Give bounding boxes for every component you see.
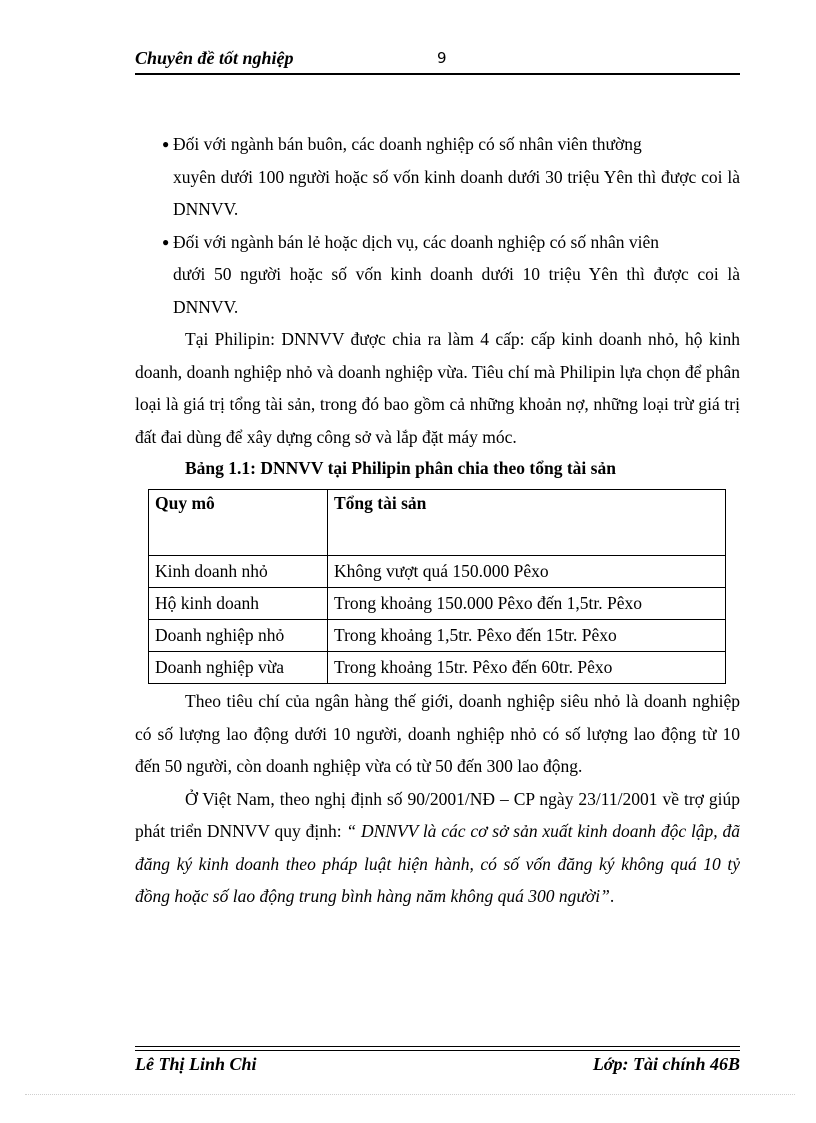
- page-edge-divider: [25, 1094, 795, 1095]
- table-cell: Doanh nghiệp nhỏ: [149, 620, 328, 652]
- footer-author: Lê Thị Linh Chi: [135, 1054, 257, 1074]
- bullet-continuation: xuyên dưới 100 người hoặc số vốn kinh doanh dưới 30 triệu Yên thì được coi là DNNVV.: [173, 166, 740, 219]
- table-cell: Trong khoảng 15tr. Pêxo đến 60tr. Pêxo: [328, 652, 726, 684]
- bullet-line: Đối với ngành bán buôn, các doanh nghiệp có số nhân viên thường: [173, 134, 642, 154]
- bullet-continuation: dưới 50 người hoặc số vốn kinh doanh dưới 10 triệu Yên thì được coi là DNNVV.: [173, 264, 740, 317]
- footer-rule-top: [135, 1046, 740, 1047]
- table-row: [149, 556, 726, 588]
- table-header-cell: Quy mô: [149, 490, 328, 556]
- footer-class: Lớp: Tài chính 46B: [592, 1054, 740, 1074]
- philipin-paragraph: Tại Philipin: DNNVV được chia ra làm 4 cấp: cấp kinh doanh nhỏ, hộ kinh doanh, doanh nghiệp nhỏ và doanh nghiệp vừa. Tiêu chí mà Philipin lựa chọn để phân loại là giá trị tổng tài sản, trong đó bao gồm cả những khoản nợ, những loại trừ giá trị đất đai dùng để xây dựng công sở và lắp đặt máy móc.: [135, 329, 740, 447]
- table-cell: Kinh doanh nhỏ: [149, 556, 328, 588]
- table-caption: Bảng 1.1: DNNVV tại Philipin phân chia theo tổng tài sản: [185, 458, 616, 478]
- table-cell: Hộ kinh doanh: [149, 588, 328, 620]
- header-title: Chuyên đề tốt nghiệp: [135, 48, 294, 68]
- vietnam-intro: Ở Việt Nam, theo nghị định số 90/2001/NĐ – CP ngày 23/11/2001 về trợ giúp phát triển DNNVV quy định:: [135, 788, 740, 841]
- bullet-line: Đối với ngành bán lẻ hoặc dịch vụ, các doanh nghiệp có số nhân viên: [173, 231, 659, 252]
- table-row: [149, 620, 726, 652]
- page-number: 9: [437, 49, 447, 67]
- vietnam-quote: “ DNNVV là các cơ sở sản xuất kinh doanh độc lập, đã đăng ký kinh doanh theo pháp luật hiện hành, có số vốn đăng ký không quá 10 tỷ đồng hoặc số lao động trung bình hàng năm không quá 300 người”: [135, 821, 741, 906]
- table-cell: Trong khoảng 1,5tr. Pêxo đến 15tr. Pêxo: [328, 620, 726, 652]
- table-header-row: [149, 490, 726, 556]
- bullet-text: [135, 226, 740, 324]
- table-cell: Trong khoảng 150.000 Pêxo đến 1,5tr. Pêxo: [328, 588, 726, 620]
- table-header-cell: Tổng tài sản: [328, 490, 726, 556]
- footer-rule-bottom: [135, 1050, 740, 1051]
- size-table: [148, 489, 726, 684]
- bullet-text: [135, 128, 740, 226]
- bullet-item-wholesale: ● Đối với ngành bán buôn, các doanh nghiệp có số nhân viên thường xuyên dưới 100 người hoặc số vốn kinh doanh dưới 30 triệu Yên thì được coi là DNNVV.: [135, 128, 740, 226]
- header-rule: [135, 73, 740, 75]
- main-content: [135, 128, 740, 483]
- lower-content: [135, 685, 740, 913]
- table-row: [149, 652, 726, 684]
- table-row: [149, 588, 726, 620]
- vietnam-paragraph: [135, 783, 740, 913]
- table-cell: Không vượt quá 150.000 Pêxo: [328, 556, 726, 588]
- world-bank-paragraph: Theo tiêu chí của ngân hàng thế giới, doanh nghiệp siêu nhỏ là doanh nghiệp có số lượng lao động dưới 10 người, doanh nghiệp nhỏ có số lượng lao động từ 10 đến 50 người, còn doanh nghiệp vừa có từ 50 đến 300 lao động.: [135, 691, 740, 776]
- vietnam-end: .: [609, 886, 615, 906]
- bullet-item-retail: ● Đối với ngành bán lẻ hoặc dịch vụ, các doanh nghiệp có số nhân viên dưới 50 người hoặc số vốn kinh doanh dưới 10 triệu Yên thì được coi là DNNVV.: [135, 226, 740, 324]
- table-cell: Doanh nghiệp vừa: [149, 652, 328, 684]
